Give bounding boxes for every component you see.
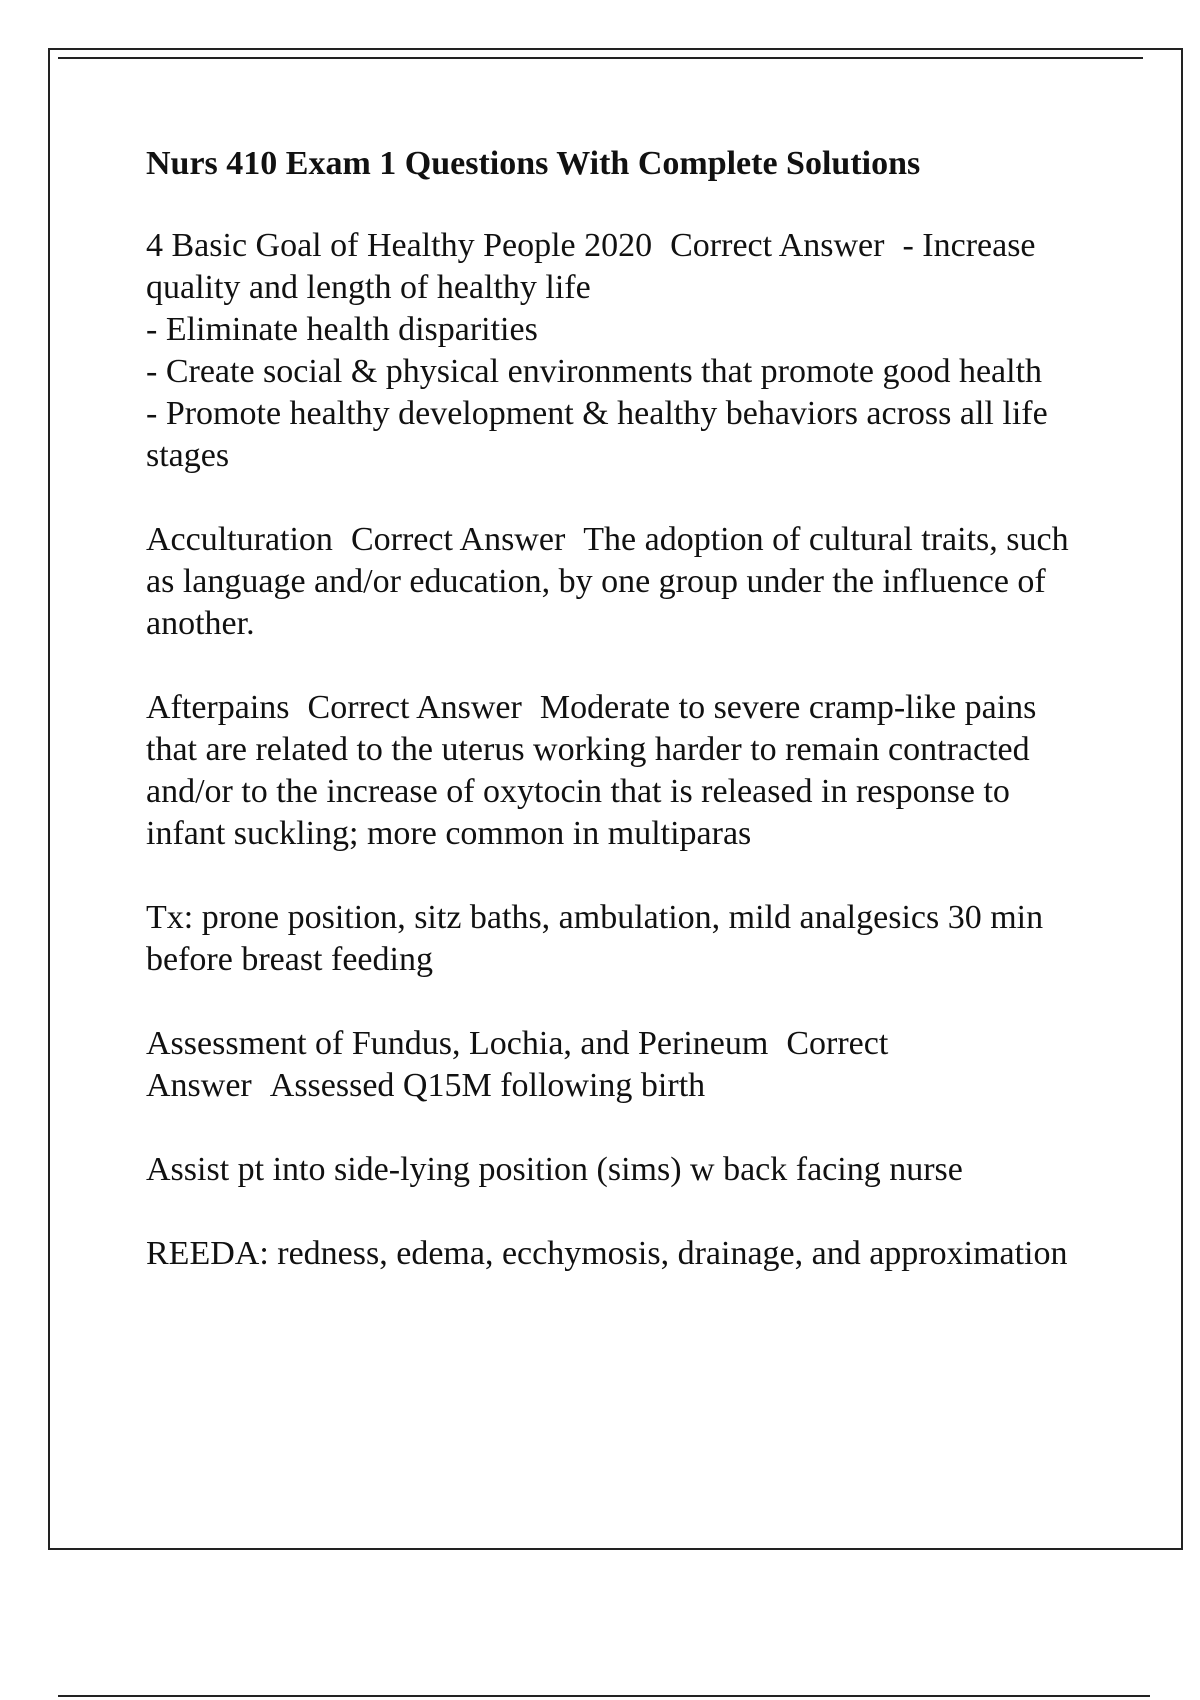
answer-line: - Create social & physical environments that promote good health — [146, 353, 1043, 390]
qa-entry — [146, 687, 1086, 855]
correct-answer-label: Correct Answer — [307, 689, 522, 726]
answer-line: - Increase quality and length of healthy life — [146, 227, 1045, 306]
correct-answer-label: Correct Answer — [146, 1025, 895, 1104]
qa-entry-text — [146, 687, 1086, 855]
answer-line: - Eliminate health disparities — [146, 311, 538, 348]
page-bottom-rule — [58, 1695, 1150, 1697]
qa-entry — [146, 225, 1086, 477]
qa-entry-text — [146, 1023, 1086, 1107]
qa-entry-text — [146, 519, 1086, 645]
qa-entry — [146, 519, 1086, 645]
correct-answer-label: Correct Answer — [670, 227, 885, 264]
entry-followup: Assist pt into side-lying position (sims) w back facing nurse — [146, 1151, 963, 1188]
document-title: Nurs 410 Exam 1 Questions With Complete Solutions — [146, 145, 921, 182]
qa-entry — [146, 1023, 1086, 1107]
entry-term: Acculturation — [146, 521, 333, 558]
document-body — [146, 143, 1086, 1317]
entry-term: Afterpains — [146, 689, 290, 726]
entry-answer: The adoption of cultural traits, such as language and/or education, by one group under the influence of another. — [146, 521, 1078, 642]
correct-answer-label: Correct Answer — [350, 521, 566, 558]
entry-followup: Tx: prone position, sitz baths, ambulation, mild analgesics 30 min before breast feeding — [146, 899, 1044, 978]
entry-term: Assessment of Fundus, Lochia, and Perineum — [146, 1025, 769, 1062]
entry-followup: REEDA: redness, edema, ecchymosis, drainage, and approximation — [146, 1235, 1068, 1272]
entry-answer: Assessed Q15M following birth — [269, 1067, 706, 1104]
answer-line: - Promote healthy development & healthy behaviors across all life stages — [146, 395, 1048, 474]
entry-answer: Moderate to severe cramp-like pains that are related to the uterus working harder to remain contracted and/or to the increase of oxytocin that is released in response to infant suckling; more common in multiparas — [146, 689, 1045, 852]
qa-entry-text — [146, 225, 1086, 309]
entry-term: 4 Basic Goal of Healthy People 2020 — [146, 227, 653, 264]
